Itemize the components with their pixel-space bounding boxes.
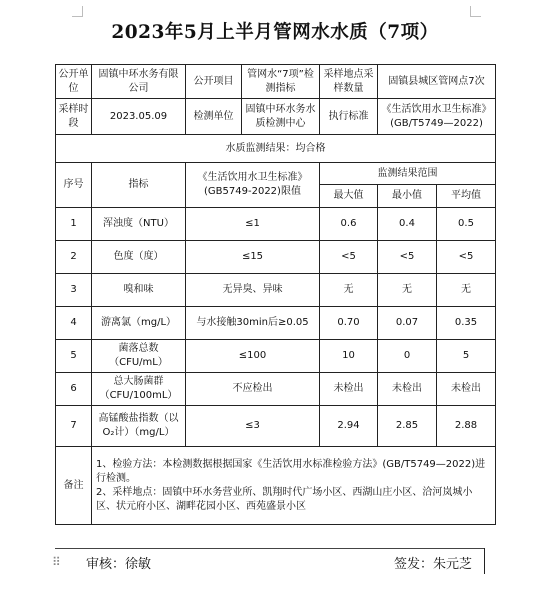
remarks-row (56, 447, 496, 525)
sampling-time-label: 采样时段 (56, 99, 92, 135)
row-limit: 与水接触30min后≥0.05 (186, 307, 320, 340)
remarks-note-2: 2、采样地点：固镇中环水务营业所、凯翔时代广场小区、西湖山庄小区、洽河岚城小区、状元府小区、湖畔花园小区、西苑盛景小区 (96, 486, 473, 512)
row-avg: 0.35 (454, 317, 478, 328)
table-row (56, 373, 496, 406)
standard-label: 执行标准 (320, 99, 378, 135)
row-avg: 5 (462, 350, 470, 361)
table-row (56, 241, 496, 274)
row-indicator: 菌落总数（CFU/mL） (92, 340, 186, 373)
row-avg: 未检出 (451, 383, 481, 394)
page-corner-mark-right (470, 6, 481, 17)
row-seq: 3 (56, 274, 92, 307)
row-limit: ≤3 (186, 406, 320, 447)
sampling-label: 采样地点采样数量 (320, 65, 378, 99)
signer-signature: 签发：朱元芝 (394, 557, 473, 572)
water-quality-table (55, 64, 496, 525)
document-title: 2023年5月上半月管网水水质（7项） (111, 22, 439, 43)
header-max: 最大值 (320, 185, 378, 208)
sampling-value: 固镇县城区管网点7次 (378, 65, 496, 99)
header-range: 监测结果范围 (320, 163, 496, 185)
row-indicator: 色度（度） (92, 241, 186, 274)
row-min-avg (378, 373, 496, 406)
row-avg: 2.88 (454, 420, 478, 431)
page-corner-mark-left (72, 6, 83, 17)
row-limit: ≤100 (186, 340, 320, 373)
remarks-note-1: 1、检验方法：本检测数据根据国家《生活饮用水标准检验方法》(GB/T5749—2022)进行检测。 (96, 458, 486, 484)
row-limit: 无异臭、异味 (186, 274, 320, 307)
header-limit: 《生活饮用水卫生标准》(GB5749-2022)限值 (186, 163, 320, 208)
row-max: 未检出 (320, 373, 378, 406)
standard-value: 《生活饮用水卫生标准》(GB/T5749—2022) (378, 99, 496, 135)
table-row (56, 406, 496, 447)
row-avg: 无 (461, 284, 471, 295)
row-avg: 0.5 (458, 218, 474, 229)
row-min: 0 (378, 340, 437, 372)
remarks-label: 备注 (56, 447, 92, 525)
footer-divider (55, 548, 485, 549)
public-unit-value: 固镇中环水务有限公司 (92, 65, 186, 99)
header-indicator: 指标 (92, 163, 186, 208)
header-min-avg (378, 185, 496, 208)
header-min: 最小值 (378, 185, 437, 207)
info-row-2 (56, 99, 496, 135)
row-max: 10 (320, 340, 378, 373)
row-limit: 不应检出 (186, 373, 320, 406)
remarks-content (92, 447, 496, 525)
row-seq: 7 (56, 406, 92, 447)
result-summary: 水质监测结果：均合格 (56, 135, 496, 163)
sampling-time-value: 2023.05.09 (92, 99, 186, 135)
row-limit: ≤15 (186, 241, 320, 274)
public-item-label: 公开项目 (186, 65, 242, 99)
row-indicator: 高锰酸盐指数（以O₂计）（mg/L） (92, 406, 186, 447)
info-row-1 (56, 65, 496, 99)
row-min: 2.85 (378, 406, 437, 446)
header-avg: 平均值 (451, 190, 481, 201)
row-min-avg (378, 406, 496, 447)
row-min-avg (378, 208, 496, 241)
row-min-avg (378, 307, 496, 340)
result-summary-row (56, 135, 496, 163)
row-min-avg (378, 274, 496, 307)
row-indicator: 总大肠菌群（CFU/100mL） (92, 373, 186, 406)
row-indicator: 嗅和味 (92, 274, 186, 307)
row-max: 无 (320, 274, 378, 307)
row-seq: 2 (56, 241, 92, 274)
table-row (56, 307, 496, 340)
row-seq: 6 (56, 373, 92, 406)
row-max: <5 (320, 241, 378, 274)
row-indicator: 游离氯（mg/L） (92, 307, 186, 340)
row-max: 0.70 (320, 307, 378, 340)
text-cursor (484, 548, 485, 574)
public-unit-label: 公开单位 (56, 65, 92, 99)
row-min: 无 (378, 274, 437, 306)
test-unit-value: 固镇中环水务水质检测中心 (242, 99, 320, 135)
row-min-avg (378, 340, 496, 373)
table-row (56, 208, 496, 241)
header-seq: 序号 (56, 163, 92, 208)
row-min: <5 (378, 241, 437, 273)
reviewer-signature: 审核：徐敏 (86, 557, 152, 572)
drag-handle-icon[interactable]: ⠿ (52, 555, 61, 569)
table-row (56, 274, 496, 307)
row-avg: <5 (458, 251, 474, 262)
row-min: 0.07 (378, 307, 437, 339)
row-seq: 5 (56, 340, 92, 373)
header-row-1 (56, 163, 496, 185)
row-min: 0.4 (378, 208, 437, 240)
row-seq: 4 (56, 307, 92, 340)
test-unit-label: 检测单位 (186, 99, 242, 135)
row-limit: ≤1 (186, 208, 320, 241)
row-seq: 1 (56, 208, 92, 241)
row-min: 未检出 (378, 373, 437, 405)
row-max: 2.94 (320, 406, 378, 447)
public-item-value: 管网水“7项”检测指标 (242, 65, 320, 99)
row-min-avg (378, 241, 496, 274)
row-max: 0.6 (320, 208, 378, 241)
table-row (56, 340, 496, 373)
row-indicator: 浑浊度（NTU） (92, 208, 186, 241)
